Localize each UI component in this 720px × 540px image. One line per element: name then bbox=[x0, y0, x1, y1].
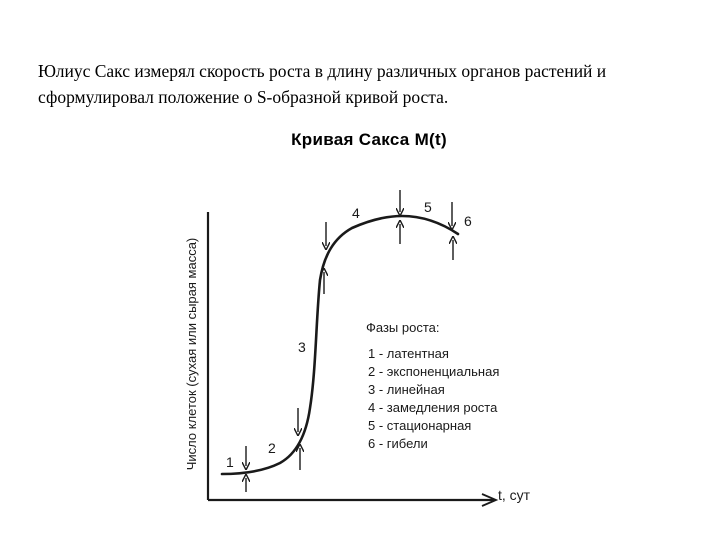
x-axis-label: t, сут bbox=[498, 487, 531, 503]
legend-item-2: 2 - экспоненциальная bbox=[368, 364, 500, 379]
intro-line-1: Юлиус Сакс измерял скорость роста в длину различных органов растений и bbox=[38, 61, 607, 81]
legend-item-5: 5 - стационарная bbox=[368, 418, 472, 433]
figure-title: Кривая Сакса M(t) bbox=[291, 130, 447, 149]
legend-item-6: 6 - гибели bbox=[368, 436, 428, 451]
legend-item-1: 1 - латентная bbox=[368, 346, 449, 361]
legend-title: Фазы роста: bbox=[366, 320, 440, 335]
phase-label-6: 6 bbox=[464, 213, 472, 229]
phase-label-5: 5 bbox=[424, 199, 432, 215]
phase-label-2: 2 bbox=[268, 440, 276, 456]
legend-item-3: 3 - линейная bbox=[368, 382, 445, 397]
phase-label-4: 4 bbox=[352, 205, 360, 221]
phase-label-1: 1 bbox=[226, 454, 234, 470]
y-axis-label: Число клеток (сухая или сырая масса) bbox=[184, 237, 199, 471]
legend-item-4: 4 - замедления роста bbox=[368, 400, 498, 415]
phase-label-3: 3 bbox=[298, 339, 306, 355]
intro-line-2: сформулировал положение о S-образной кривой роста. bbox=[38, 87, 449, 107]
phase-legend bbox=[366, 320, 499, 451]
